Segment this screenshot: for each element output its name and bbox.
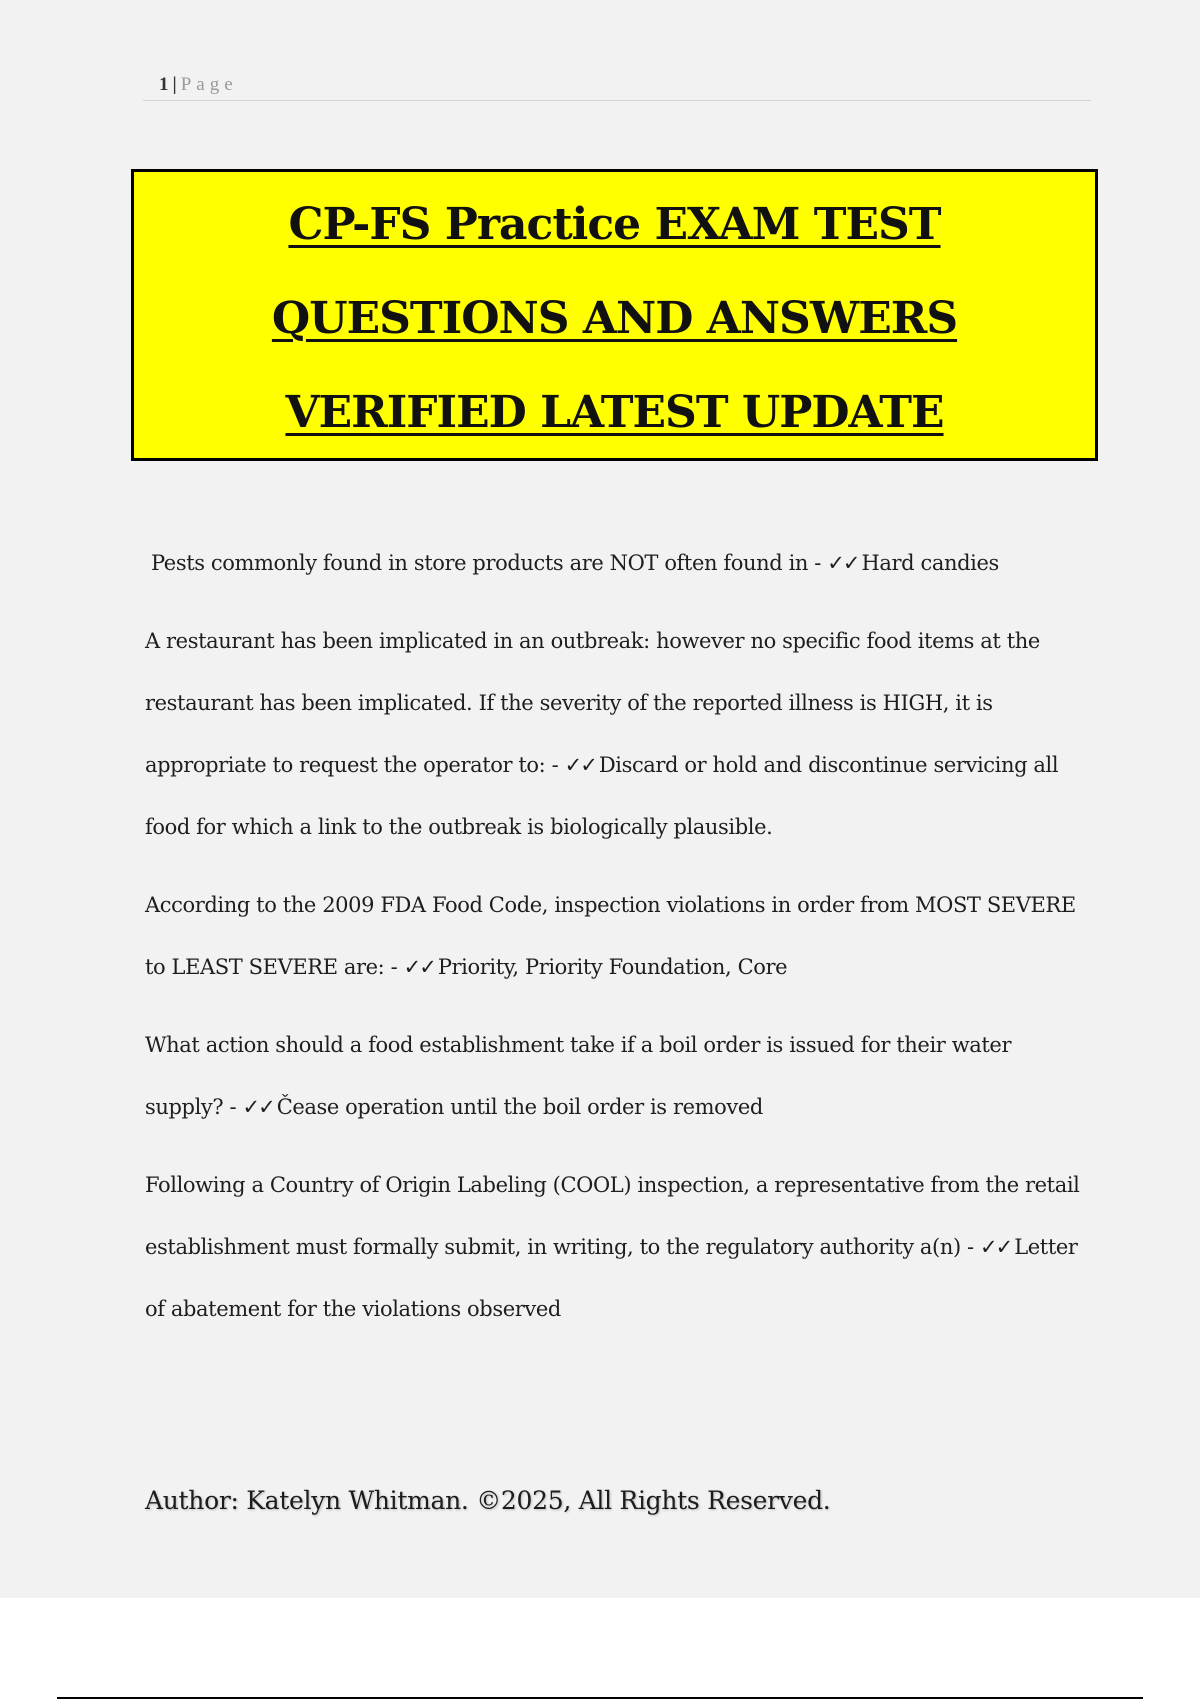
- double-check-icon: ✓✓: [242, 1095, 274, 1119]
- double-check-icon: ✓✓: [564, 753, 596, 777]
- title-line-1: [134, 178, 1095, 272]
- title-line-3-text: VERIFIED LATEST UPDATE: [285, 387, 944, 438]
- page-number: 1: [159, 74, 169, 95]
- answer-text: Discard or hold and discontinue servicing all food for which a link to the outbreak is biologically plausible.: [145, 753, 1059, 839]
- title-line-3: [134, 366, 1095, 460]
- page-header-separator: |: [172, 74, 177, 95]
- question-text: What action should a food establishment take if a boil order is issued for their water supply? -: [145, 1033, 1012, 1119]
- question-text: Following a Country of Origin Labeling (COOL) inspection, a representative from the retail establishment must formally submit, in writing, to the regulatory authority a(n) -: [145, 1173, 1080, 1259]
- qa-item-5: [145, 1154, 1090, 1340]
- bottom-divider: [57, 1697, 1143, 1699]
- qa-list: [145, 532, 1090, 1356]
- title-line-2-text: QUESTIONS AND ANSWERS: [271, 293, 958, 344]
- answer-text: Letter of abatement for the violations observed: [145, 1235, 1078, 1321]
- qa-item-1: [145, 532, 1090, 594]
- author-credit: Author: Katelyn Whitman. ©2025, All Rights Reserved.: [145, 1486, 831, 1515]
- answer-text: Hard candies: [861, 551, 999, 575]
- page-label: Page: [180, 74, 238, 95]
- title-line-1-text: CP-FS Practice EXAM TEST: [288, 199, 941, 250]
- title-box: [131, 169, 1098, 461]
- answer-text: Čease operation until the boil order is removed: [276, 1095, 763, 1119]
- question-text: Pests commonly found in store products are NOT often found in -: [151, 551, 828, 575]
- question-text: According to the 2009 FDA Food Code, inspection violations in order from MOST SEVERE to LEAST SEVERE are: -: [145, 893, 1076, 979]
- qa-item-3: [145, 874, 1090, 998]
- page-header: [143, 70, 1091, 101]
- double-check-icon: ✓✓: [827, 551, 859, 575]
- qa-item-4: [145, 1014, 1090, 1138]
- answer-text: Priority, Priority Foundation, Core: [437, 955, 788, 979]
- double-check-icon: ✓✓: [980, 1235, 1012, 1259]
- question-text: A restaurant has been implicated in an outbreak: however no specific food items at the restaurant has been implicated. If the severity of the reported illness is HIGH, it is appropriate to request the operator to: -: [145, 629, 1040, 777]
- double-check-icon: ✓✓: [403, 955, 435, 979]
- title-line-2: [134, 272, 1095, 366]
- qa-item-2: [145, 610, 1090, 858]
